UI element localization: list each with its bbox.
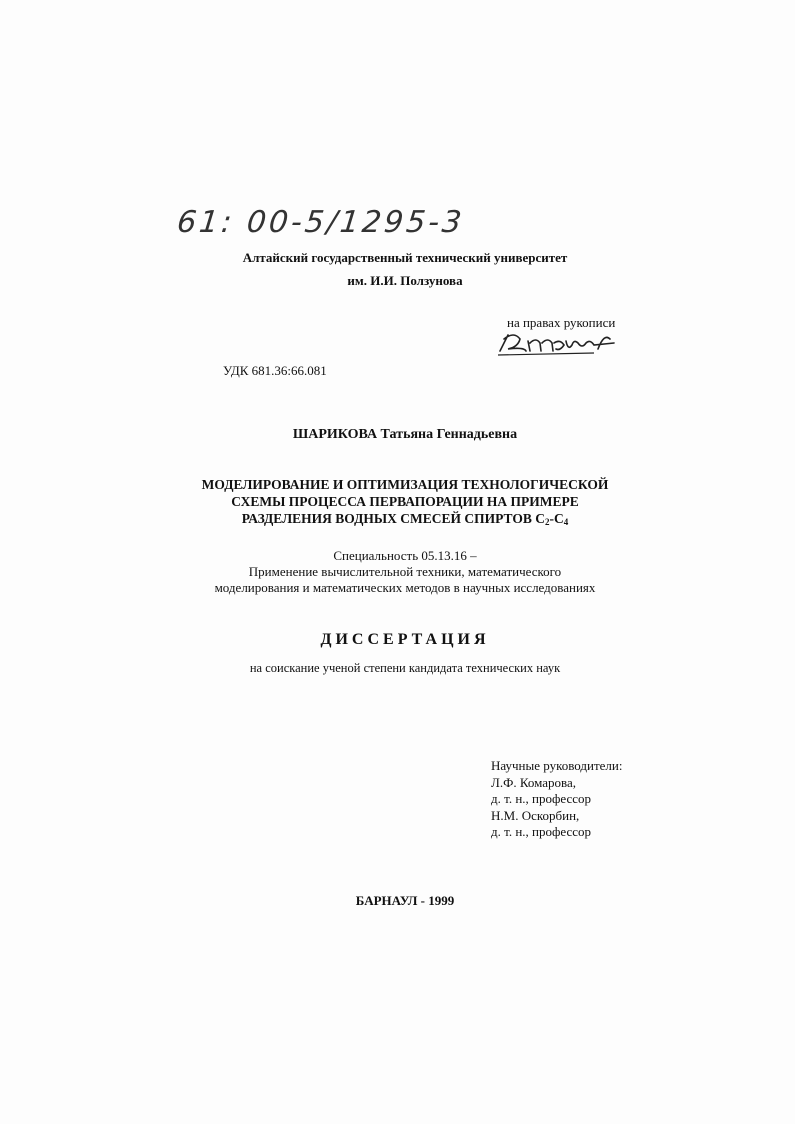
supervisor-1-title: д. т. н., профессор (491, 791, 592, 806)
signature-image (494, 329, 619, 359)
document-type: ДИССЕРТАЦИЯ (320, 631, 490, 648)
supervisor-2-title: д. т. н., профессор (491, 824, 592, 839)
speciality-description-line2: моделирования и математических методов в научных исследованиях (214, 580, 596, 595)
degree-purpose: на соискание ученой степени кандидата технических наук (249, 661, 561, 675)
title-line3 (150, 510, 660, 527)
archive-number-text: 61: 00-5/1295-3 (175, 205, 465, 240)
title-line3-dash: -C (549, 511, 564, 526)
manuscript-rights-note: на правах рукописи (507, 315, 616, 330)
supervisors-block (491, 758, 623, 841)
city-year: БАРНАУЛ - 1999 (355, 893, 455, 908)
title-subscript-4: 4 (563, 517, 569, 527)
author-name: ШАРИКОВА Татьяна Геннадьевна (292, 427, 518, 442)
supervisor-1-name: Л.Ф. Комарова, (491, 774, 577, 790)
title-line2: СХЕМЫ ПРОЦЕССА ПЕРВАПОРАЦИИ НА ПРИМЕРЕ (231, 494, 579, 509)
udk-code: УДК 681.36:66.081 (223, 363, 327, 378)
handwritten-archive-number (175, 196, 478, 246)
title-line3-text: РАЗДЕЛЕНИЯ ВОДНЫХ СМЕСЕЙ СПИРТОВ C (241, 511, 546, 526)
supervisor-2-name: Н.М. Оскорбин, (491, 807, 580, 823)
university-name-line1: Алтайский государственный технический университет (242, 250, 568, 265)
title-subscript-2: 2 (545, 517, 550, 527)
supervisors-heading: Научные руководители: (491, 758, 623, 773)
speciality-code: Специальность 05.13.16 – (333, 548, 477, 563)
dissertation-title (150, 476, 660, 527)
speciality-block (150, 548, 660, 596)
speciality-description-line1: Применение вычислительной техники, математического (248, 564, 562, 579)
title-line1: МОДЕЛИРОВАНИЕ И ОПТИМИЗАЦИЯ ТЕХНОЛОГИЧЕСКОЙ (201, 477, 609, 492)
university-name-line2: им. И.И. Ползунова (347, 273, 463, 288)
